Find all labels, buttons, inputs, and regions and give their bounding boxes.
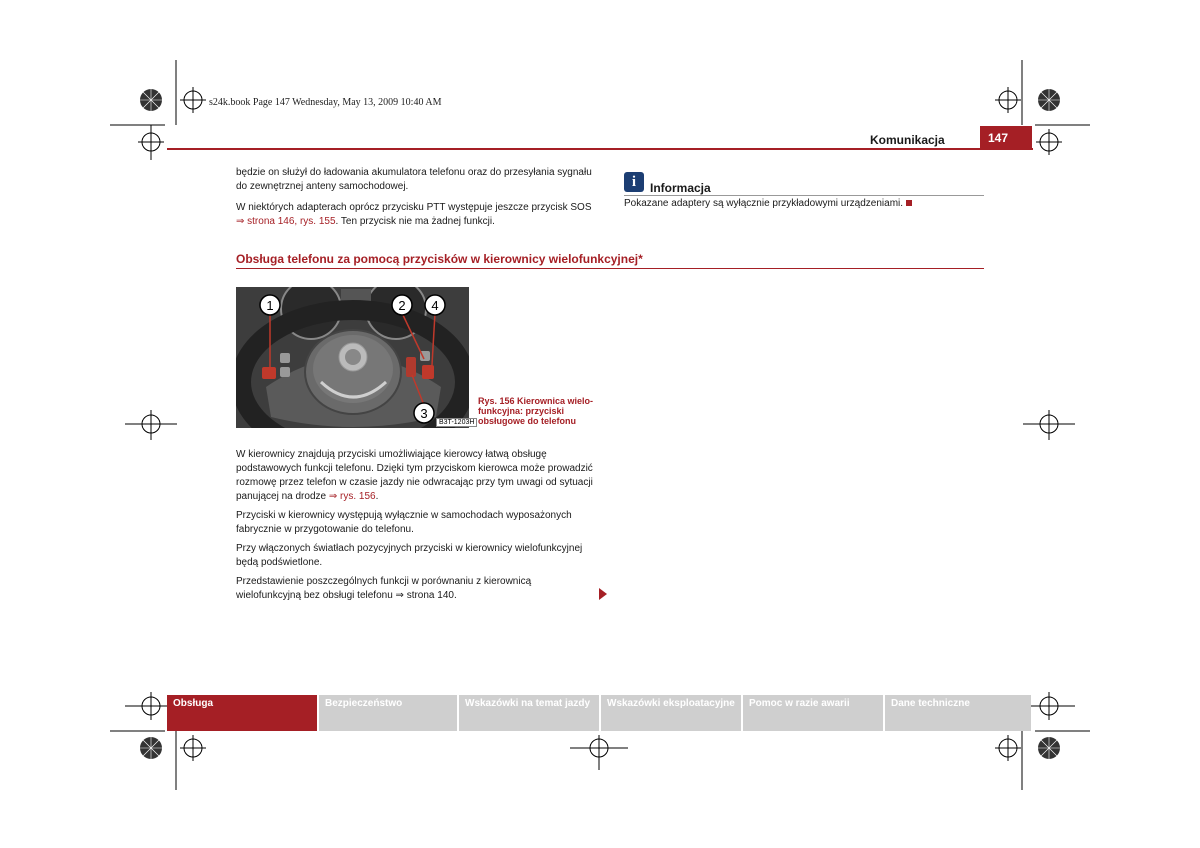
nav-tab-pomoc[interactable]: Pomoc w razie awarii xyxy=(743,695,883,731)
continue-arrow-icon xyxy=(599,588,607,600)
figure-caption-line-1: Rys. 156 Kierownica wielo- xyxy=(478,396,594,406)
steering-wheel-figure xyxy=(236,287,469,428)
paragraph-sos-tail: . Ten przycisk nie ma żadnej funkcji. xyxy=(335,216,495,227)
nav-tab-dane-techniczne[interactable]: Dane techniczne xyxy=(885,695,1031,731)
paragraph-body-1-text: W kierownicy znajdują przyciski umożliwiające kierowcy łatwą obsługę podstawowych funkcji telefonu. Dzięki tym przyciskom kierowca może prowadzić rozmowę przez telefon w czasie jazdy nie odwracając przy tym uwagi od sytuacji panującej na drodze xyxy=(236,449,593,502)
end-mark-icon xyxy=(906,200,912,206)
info-divider xyxy=(624,195,984,196)
callout-label-2: 2 xyxy=(398,298,406,313)
header-rule xyxy=(167,148,1033,150)
paragraph-sos xyxy=(236,201,598,229)
nav-tab-bezpieczenstwo[interactable]: Bezpieczeństwo xyxy=(319,695,457,731)
paragraph-intro: będzie on służył do ładowania akumulatora telefonu oraz do przesyłania sygnału do zewnętrznej anteny samochodowej. xyxy=(236,167,592,192)
book-info-line: s24k.book Page 147 Wednesday, May 13, 2009 10:40 AM xyxy=(209,97,442,108)
paragraph-body-1-tail: . xyxy=(375,491,379,502)
page-number: 147 xyxy=(980,126,1032,150)
callout-label-3: 3 xyxy=(420,406,428,421)
callout-label-1: 1 xyxy=(266,298,274,313)
info-text xyxy=(624,198,912,209)
chapter-navigation xyxy=(167,695,1033,731)
figure-caption-line-3: obsługowe do telefonu xyxy=(478,416,576,426)
figure-caption-line-2: funkcyjna: przyciski xyxy=(478,406,565,416)
nav-tab-obsluga[interactable]: Obsługa xyxy=(167,695,317,731)
section-heading-rule xyxy=(236,268,984,269)
nav-tab-wskazowki-eksploatacyjne[interactable]: Wskazówki eksploatacyjne xyxy=(601,695,741,731)
info-text-body: Pokazane adaptery są wyłącznie przykładowymi urządzeniami. xyxy=(624,198,904,209)
paragraph-sos-text: W niektórych adapterach oprócz przycisku PTT występuje jeszcze przycisk SOS xyxy=(236,202,592,213)
section-heading: Obsługa telefonu za pomocą przycisków w kierownicy wielofunkcyjnej* xyxy=(236,252,643,266)
link-fig-156[interactable]: ⇒ rys. 156 xyxy=(328,491,376,502)
paragraph-body-2: Przyciski w kierownicy występują wyłącznie w samochodach wyposażonych fabrycznie w przygotowanie do telefonu. xyxy=(236,510,572,535)
paragraph-body-4: Przedstawienie poszczególnych funkcji w porównaniu z kierownicą wielofunkcyjną bez obsługi telefonu ⇒ strona 140. xyxy=(236,576,532,601)
running-header-section: Komunikacja xyxy=(870,133,945,147)
steering-wheel-illustration xyxy=(236,287,469,428)
figure-code: B3T-1203H xyxy=(436,418,477,427)
nav-tab-wskazowki-jazdy[interactable]: Wskazówki na temat jazdy xyxy=(459,695,599,731)
callout-label-4: 4 xyxy=(431,298,439,313)
figure-caption xyxy=(478,396,598,426)
info-icon: i xyxy=(624,172,644,192)
paragraph-body-1 xyxy=(236,448,598,504)
info-title: Informacja xyxy=(650,181,711,195)
paragraph-body-3: Przy włączonych światłach pozycyjnych przyciski w kierownicy wielofunkcyjnej będą podświetlone. xyxy=(236,543,583,568)
link-page-146[interactable]: ⇒ strona 146, rys. 155 xyxy=(236,216,336,227)
